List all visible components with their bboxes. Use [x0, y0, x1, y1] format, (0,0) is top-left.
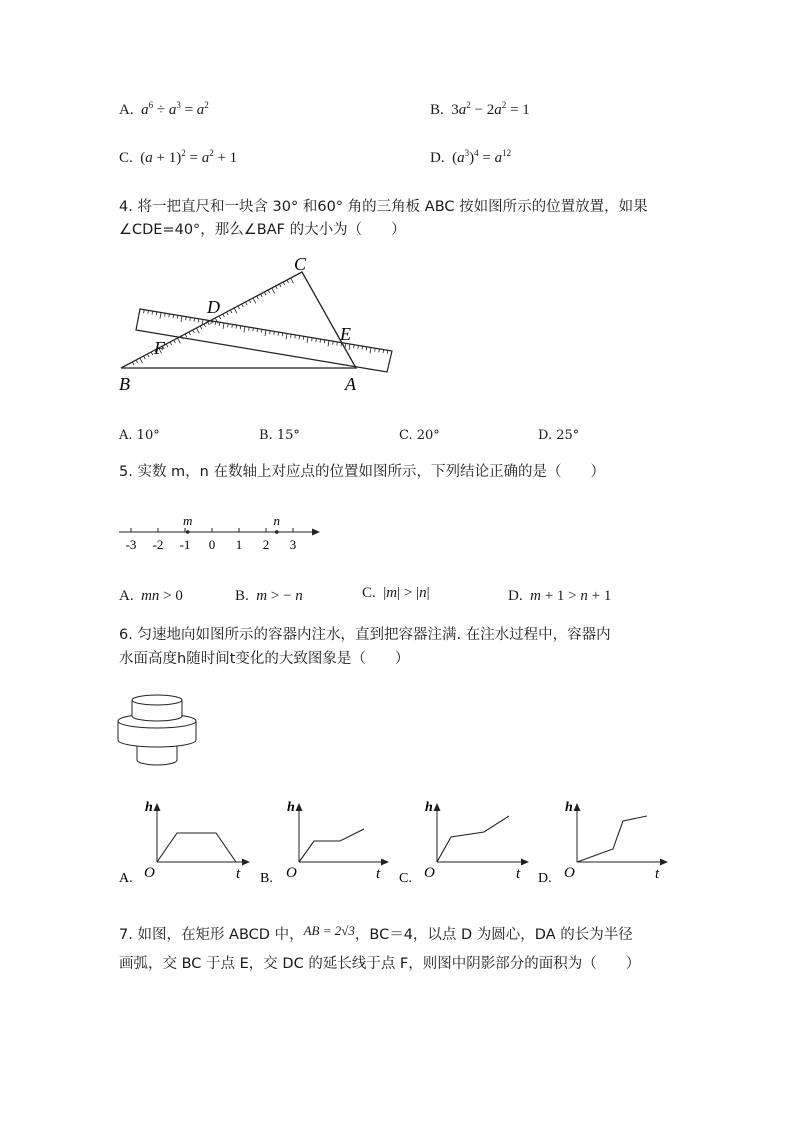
number-line-tick-label: -1	[179, 537, 191, 552]
q4-option-c: C. 20°	[399, 428, 440, 443]
q5-option-a: A. mn > 0	[119, 588, 183, 604]
number-line-tick-label: -2	[152, 537, 164, 552]
label-b: B	[119, 374, 130, 394]
graph-c-t: t	[516, 866, 521, 882]
label-c: C	[294, 254, 307, 274]
q4-option-a: A. 10°	[119, 428, 160, 443]
graph-c	[399, 800, 529, 886]
graph-c-o: O	[424, 865, 435, 881]
q5-stem: 5. 实数 m，n 在数轴上对应点的位置如图所示，下列结论正确的是（ ）	[119, 464, 605, 480]
graph-d-t: t	[655, 866, 660, 882]
q3-option-b: B. $3a^2 - 2a^2 = 1$	[430, 100, 530, 118]
q3-option-a: A. $a^6 \div a^3 = a^2$	[119, 100, 209, 118]
graph-d-h: h	[565, 800, 573, 815]
number-line-point-label: n	[273, 513, 281, 528]
q3-option-c: C. $(a + 1)^2 = a^2 + 1$	[119, 148, 238, 166]
graph-b-label: B.	[260, 871, 273, 886]
number-line-tick-label: 1	[235, 537, 243, 552]
q4-stem-line2: ∠CDE=40°，那么∠BAF 的大小为（ ）	[119, 222, 406, 238]
graph-c-label: C.	[399, 871, 412, 886]
graph-b	[260, 800, 389, 886]
q7-stem-line2: 画弧，交 BC 于点 E，交 DC 的延长线于点 F，则图中阴影部分的面积为（ ）	[119, 956, 641, 972]
number-line-tick-label: 3	[289, 537, 297, 552]
label-f: F	[154, 338, 165, 358]
graph-b-h: h	[287, 800, 295, 815]
graph-a-t: t	[236, 866, 241, 882]
q7-ab-expr: AB = 2√3	[303, 923, 355, 938]
number-line-tick-label: 2	[262, 537, 270, 552]
graph-c-h: h	[425, 800, 433, 815]
q5-option-d: D. m + 1 > n + 1	[508, 588, 612, 604]
q6-stem-line2: 水面高度h随时间t变化的大致图象是（ ）	[119, 651, 410, 667]
graph-d-label: D.	[538, 871, 552, 886]
q4-option-b: B. 15°	[259, 428, 300, 443]
label-d: D	[207, 297, 220, 317]
label-a: A	[345, 374, 356, 394]
number-line-tick-label: -3	[125, 537, 137, 552]
q4-option-d: D. 25°	[538, 428, 580, 443]
q4-stem-line1: 4. 将一把直尺和一块含 30° 和60° 角的三角板 ABC 按如图所示的位置放置，如果	[119, 199, 648, 215]
graph-b-t: t	[376, 866, 381, 882]
graph-d-o: O	[564, 865, 575, 881]
q6-stem-line1: 6. 匀速地向如图所示的容器内注水，直到把容器注满. 在注水过程中，容器内	[119, 627, 611, 643]
graph-d	[538, 800, 668, 886]
q3-option-d: D. $(a^3)^4 = a^{12}$	[430, 148, 512, 166]
q5-option-c: C. |m| > |n|	[362, 585, 430, 601]
label-e: E	[340, 324, 351, 344]
q5-option-b: B. m > − n	[235, 588, 303, 604]
graph-a-h: h	[145, 800, 153, 815]
graph-a	[119, 800, 250, 886]
number-line-tick-label: 0	[208, 537, 216, 552]
graph-a-o: O	[144, 865, 155, 881]
number-line-point-label: m	[183, 513, 193, 528]
graph-a-label: A.	[119, 871, 133, 886]
graph-b-o: O	[286, 865, 297, 881]
q7-stem-line1: 7. 如图，在矩形 ABCD 中，AB = 2√3，BC＝4，以点 D 为圆心，DA 的长为半径	[119, 923, 633, 943]
